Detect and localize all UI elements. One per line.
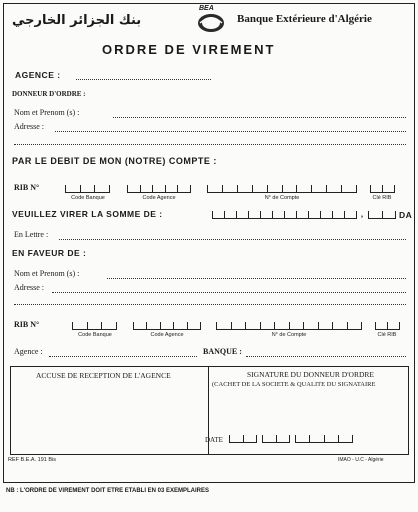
form-reference: REF B.E.A. 191 Bis xyxy=(8,457,56,463)
debit-cle-rib-boxes[interactable] xyxy=(370,185,395,193)
somme-comma: , xyxy=(361,210,363,219)
donneur-adresse-label: Adresse : xyxy=(14,122,44,131)
nb-note: NB : L'ORDRE DE VIREMENT DOIT ETRE ETABLI EN 03 EXEMPLAIRES xyxy=(6,488,210,494)
benef-adresse-field-1[interactable] xyxy=(52,292,406,293)
accuse-reception-label: ACCUSE DE RECEPTION DE L'AGENCE xyxy=(36,371,171,380)
agence-label: AGENCE : xyxy=(15,70,61,80)
printer-mark: IMAO - U.C - Algérie xyxy=(338,457,384,463)
benef-compte-caption: N° de Compte xyxy=(271,332,307,338)
somme-currency: DA xyxy=(399,210,413,220)
debit-rib-label: RIB N° xyxy=(14,183,40,192)
somme-label: VEUILLEZ VIRER LA SOMME DE : xyxy=(12,209,163,219)
benef-nom-field[interactable] xyxy=(107,278,406,279)
date-year-boxes[interactable] xyxy=(295,435,353,443)
debit-cle-rib-caption: Clé RIB xyxy=(372,195,392,201)
benef-adresse-field-2[interactable] xyxy=(14,304,406,305)
date-label: DATE xyxy=(205,436,223,444)
benef-banque-field[interactable] xyxy=(246,356,406,357)
bank-arabic-name: بنك الجزائر الخارجي xyxy=(12,13,142,28)
debit-compte-caption: N° de Compte xyxy=(264,195,300,201)
somme-cents-boxes[interactable] xyxy=(368,211,396,219)
benef-compte-boxes[interactable] xyxy=(216,322,362,330)
benef-rib-label: RIB N° xyxy=(14,320,40,329)
bank-name: Banque Extérieure d'Algérie xyxy=(237,13,372,25)
benef-cle-rib-caption: Clé RIB xyxy=(377,332,397,338)
date-day-boxes[interactable] xyxy=(229,435,257,443)
benef-code-agence-boxes[interactable] xyxy=(133,322,201,330)
donneur-nom-label: Nom et Prenom (s) : xyxy=(14,108,80,117)
en-lettre-field[interactable] xyxy=(59,239,406,240)
benef-agence-field[interactable] xyxy=(49,356,197,357)
benef-cle-rib-boxes[interactable] xyxy=(375,322,400,330)
bea-logo-icon xyxy=(195,11,227,33)
benef-adresse-label: Adresse : xyxy=(14,283,44,292)
benef-code-banque-boxes[interactable] xyxy=(72,322,117,330)
donneur-label: DONNEUR D'ORDRE : xyxy=(12,90,86,98)
debit-code-banque-boxes[interactable] xyxy=(65,185,110,193)
benef-agence-label: Agence : xyxy=(14,347,43,356)
signature-title: SIGNATURE DU DONNEUR D'ORDRE xyxy=(247,370,374,379)
benef-banque-label: BANQUE : xyxy=(203,347,242,356)
signature-cachet: (CACHET DE LA SOCIETE & QUALITE DU SIGNATAIRE xyxy=(212,381,376,388)
debit-code-agence-caption: Code Agence xyxy=(142,195,176,201)
benef-code-agence-caption: Code Agence xyxy=(150,332,184,338)
debit-code-agence-boxes[interactable] xyxy=(127,185,191,193)
debit-compte-boxes[interactable] xyxy=(207,185,357,193)
agence-field[interactable] xyxy=(76,79,211,80)
date-month-boxes[interactable] xyxy=(262,435,290,443)
page-title: ORDRE DE VIREMENT xyxy=(102,42,276,57)
somme-amount-boxes[interactable] xyxy=(212,211,357,219)
donneur-nom-field[interactable] xyxy=(113,117,406,118)
debit-code-banque-caption: Code Banque xyxy=(71,195,105,201)
en-lettre-label: En Lettre : xyxy=(14,230,49,239)
donneur-adresse-field-2[interactable] xyxy=(14,144,406,145)
donneur-adresse-field-1[interactable] xyxy=(55,131,406,132)
bea-logo-text: BEA xyxy=(199,5,214,12)
benef-code-banque-caption: Code Banque xyxy=(78,332,112,338)
faveur-heading: EN FAVEUR DE : xyxy=(12,248,87,258)
benef-nom-label: Nom et Prenom (s) : xyxy=(14,269,80,278)
debit-heading: PAR LE DEBIT DE MON (NOTRE) COMPTE : xyxy=(12,156,217,166)
